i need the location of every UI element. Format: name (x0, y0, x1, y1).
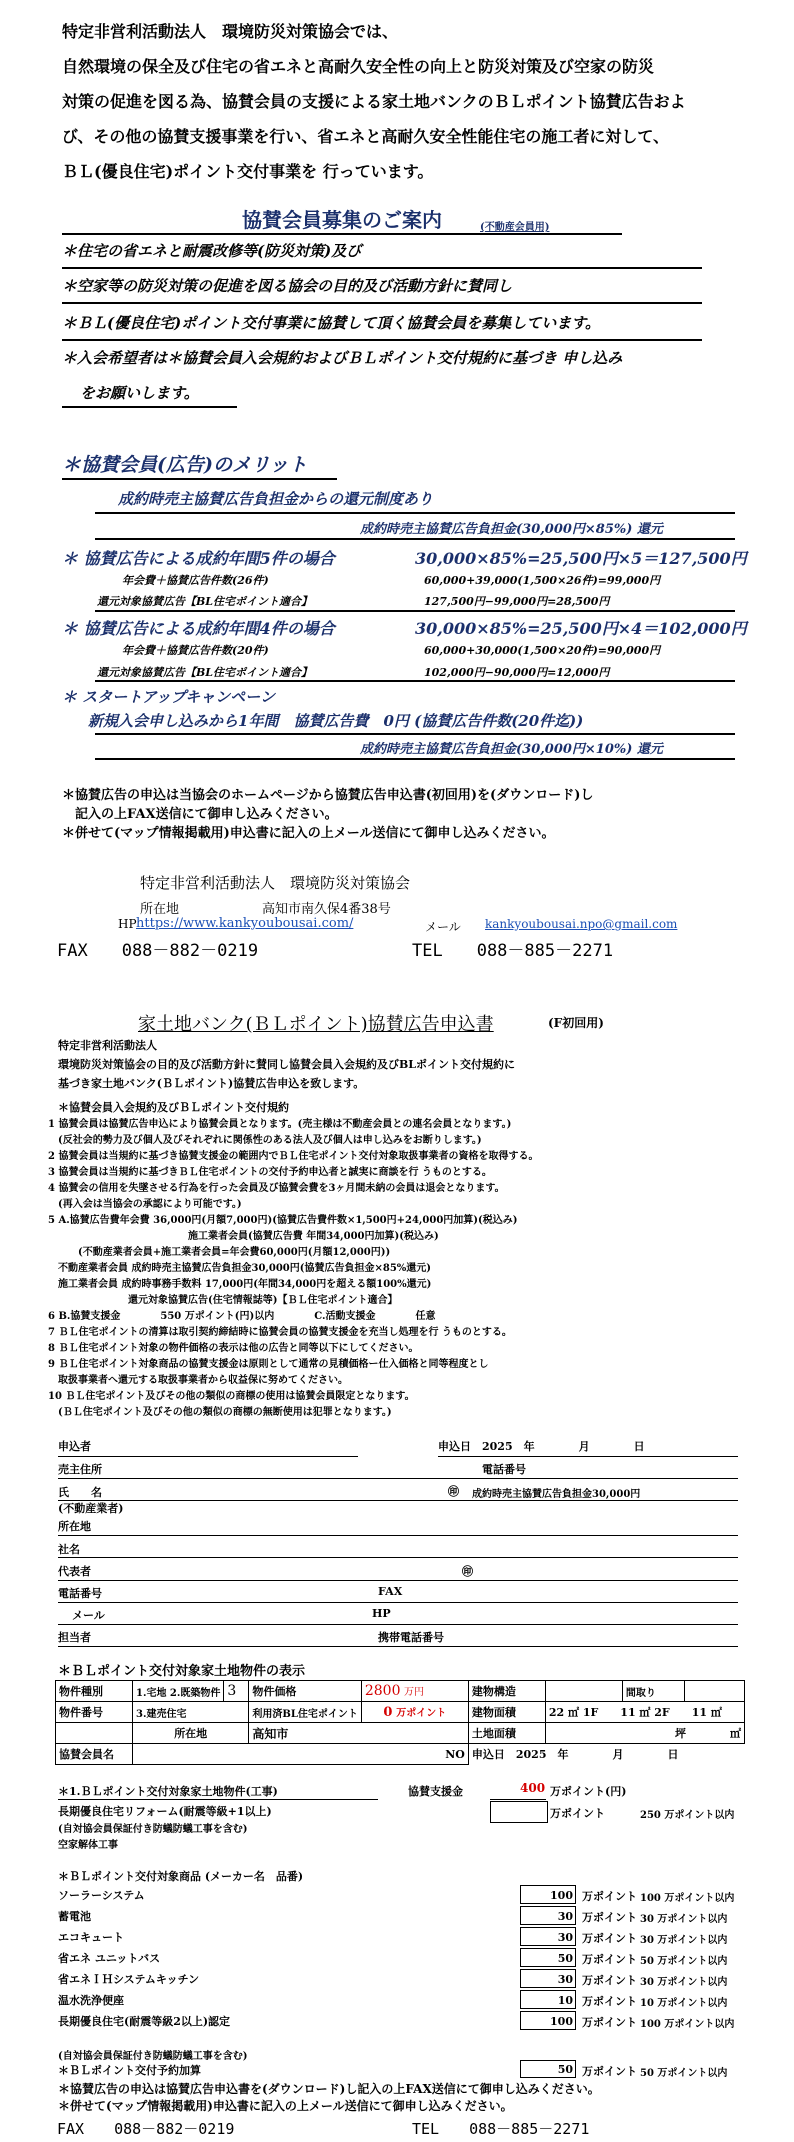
rule-line: 1 協賛会員は協賛広告申込により協賛会員となります。(売主様は不動産会員との連名会員となります。) (48, 1119, 512, 1130)
member-label: 協賛会員名 (56, 1744, 133, 1765)
applicant-label: 申込者 (58, 1440, 91, 1453)
reserve-label: ＊ＢＬポイント交付予約加算 (58, 2064, 201, 2077)
no-label: NO (445, 1747, 465, 1761)
land-label: 土地面積 (468, 1723, 545, 1744)
location-label: 所在地 (58, 1520, 91, 1533)
support-value[interactable]: 400 (520, 1781, 546, 1795)
case4-calc: 30,000×85%=25,500円×4＝102,000円 (415, 619, 747, 638)
table-row (56, 1702, 745, 1723)
representative-label: 代表者 (58, 1565, 91, 1578)
layout-field[interactable] (684, 1681, 744, 1702)
org-fax: FAX 088－882－0219 (57, 941, 259, 961)
reserve-unit: 万ポイント (582, 2065, 637, 2078)
product-limit: 10 万ポイント以内 (640, 1998, 728, 2009)
pno-label: 物件番号 (56, 1702, 133, 1723)
works-item: 空家解体工事 (58, 1840, 118, 1851)
rule-line: (反社会的勢力及び個人及びそれぞれに関係性のある法人及び個人は申し込みをお断りします。) (48, 1135, 482, 1146)
product-limit: 30 万ポイント以内 (640, 1914, 728, 1925)
product-value-input[interactable]: 30 (520, 1927, 576, 1946)
product-limit: 100 万ポイント以内 (640, 1893, 735, 1904)
rule-line: 8 ＢＬ住宅ポイント対象の物件価格の表示は他の広告と同等以下にしてください。 (48, 1343, 419, 1354)
reserve-input[interactable]: 50 (520, 2060, 576, 2078)
rule-line: 6 B.協賛支援金 550 万ポイント(円)以内 C.活動支援金 任意 (48, 1311, 436, 1322)
intro-line: 対策の促進を図る為、協賛会員の支援による家土地バンクのＢＬポイント協賛広告およ (62, 92, 686, 111)
org-tel: TEL 088－885－2271 (412, 941, 614, 961)
product-value-input[interactable]: 30 (520, 1906, 576, 1925)
product-name: 温水洗浄便座 (58, 1994, 124, 2007)
case5-ret-calc: 127,500円−99,000円=28,500円 (424, 595, 610, 608)
company-label: 社名 (58, 1543, 80, 1556)
layout-label: 間取り (622, 1681, 684, 1702)
form-lead-line: 特定非営利活動法人 (58, 1039, 157, 1052)
rule-line: 4 協賛会の信用を失墜させる行為を行った会員及び協賛会費を3ヶ月間未納の会員は退会となります。 (48, 1183, 505, 1194)
case5-fee-label: 年会費＋協賛広告件数(26件) (122, 574, 269, 587)
ptype-options: 1.宅地 2.既築物件 (133, 1681, 224, 1702)
case5-label: ＊ 協賛広告による成約年間5件の場合 (62, 549, 335, 568)
product-unit: 万ポイント (582, 1932, 637, 1945)
org-hp-label: HP (118, 917, 137, 931)
land-unit[interactable]: 坪 ㎡ (545, 1723, 744, 1744)
rule-line: (ＢＬ住宅ポイント及びその他の類似の商標の無断使用は犯罪となります。) (48, 1407, 392, 1418)
rule-line: 5 A.協賛広告費年会費 36,000円(月額7,000円)(協賛広告費件数×1,500円+24,000円加算)(税込み) (48, 1215, 518, 1226)
person-label: 担当者 (58, 1631, 91, 1644)
price-label: 物件価格 (249, 1681, 361, 1702)
intro-line: 特定非営利活動法人 環境防災対策協会では、 (62, 22, 399, 41)
used-points-value: 0 (383, 1705, 393, 1720)
footer-tel: TEL 088－885－2271 (412, 2120, 590, 2138)
works-item-sub: (自対協会員保証付き防蟻防蟻工事を含む) (58, 1824, 248, 1835)
rule-line: 7 ＢＬ住宅ポイントの清算は取引契約締結時に協賛会員の協賛支援金を充当し処理を行 うものとする。 (48, 1327, 512, 1338)
recruit-subtitle: (不動産会員用) (480, 222, 550, 233)
apply-note: ＊併せて(マップ情報掲載用)申込書に記入の上メール送信にて御申し込みください。 (62, 826, 555, 841)
hp-label: HP (372, 1607, 391, 1620)
recruit-item: ＊ＢＬ(優良住宅)ポイント交付事業に協賛して頂く協賛会員を募集しています。 (62, 314, 600, 332)
works-item: 長期優良住宅リフォーム(耐震等級+1以上) (58, 1805, 272, 1818)
org-addr-label: 所在地 (140, 902, 180, 917)
mobile-label: 携帯電話番号 (378, 1631, 444, 1644)
product-name: 蓄電池 (58, 1910, 91, 1923)
startup-title: ＊ スタートアップキャンペーン (62, 688, 275, 706)
startup-detail: 新規入会申し込みから1年間 協賛広告費 0円 (協賛広告件数(20件迄)) (88, 712, 584, 730)
reserve-limit: 50 万ポイント以内 (640, 2068, 728, 2079)
merit-note: 成約時売主協賛広告負担金(30,000円×10%) 還元 (360, 742, 663, 757)
product-unit: 万ポイント (582, 1995, 637, 2008)
org-addr: 高知市南久保4番38号 (262, 902, 391, 917)
apply-note: ＊協賛広告の申込は当協会のホームページから協賛広告申込書(初回用)を(ダウンロード)し (62, 788, 594, 803)
product-name: 長期優良住宅(耐震等級2以上)認定 (58, 2015, 231, 2028)
product-name: ソーラーシステム (58, 1889, 145, 1902)
ptype-value[interactable]: 3 (224, 1681, 249, 1702)
product-name: 省エネＩＨシステムキッチン (58, 1973, 200, 1986)
struct-field[interactable] (545, 1681, 622, 1702)
recruit-item: ＊入会希望者は＊協賛会員入会規約およびＢＬポイント交付規約に基づき 申し込み (62, 349, 623, 367)
product-value-input[interactable]: 30 (520, 1969, 576, 1988)
rule-line: 取扱事業者へ還元する取扱事業者から収益保に努めてください。 (48, 1375, 348, 1386)
footer-note: ＊併せて(マップ情報掲載用)申込書に記入の上メール送信にて御申し込みください。 (58, 2099, 513, 2113)
footer-fax: FAX 088－882－0219 (57, 2120, 235, 2138)
works-item-limit: 250 万ポイント以内 (640, 1810, 735, 1821)
support-label: 協賛支援金 (408, 1785, 463, 1798)
product-value-input[interactable]: 10 (520, 1990, 576, 2009)
merit-subtitle: 成約時売主協賛広告負担金からの還元制度あり (118, 490, 434, 508)
rule-line: 施工業者会員 成約時事務手数料 17,000円(年間34,000円を超える額100%還元) (48, 1279, 432, 1290)
recruit-item: ＊空家等の防災対策の促進を図る協会の目的及び活動方針に賛同し (62, 277, 513, 295)
product-name: エコキュート (58, 1931, 124, 1944)
merit-note: 成約時売主協賛広告負担金(30,000円×85%) 還元 (360, 522, 663, 537)
product-value-input[interactable]: 50 (520, 1948, 576, 1967)
case4-ret-calc: 102,000円−90,000円=12,000円 (424, 666, 610, 679)
rule-line: (不動産業者会員+施工業者会員=年会費60,000円(月額12,000円)) (48, 1247, 391, 1258)
rules-list (48, 1117, 538, 1421)
case5-calc: 30,000×85%=25,500円×5＝127,500円 (415, 549, 747, 568)
recruit-title: 協賛会員募集のご案内 (242, 208, 442, 232)
case4-ret-label: 還元対象協賛広告【BL住宅ポイント適合】 (97, 666, 313, 679)
pno-option: 3.建売住宅 (133, 1702, 249, 1723)
product-name: 省エネ ユニットバス (58, 1952, 161, 1965)
product-limit: 50 万ポイント以内 (640, 1956, 728, 1967)
case4-fee-calc: 60,000+30,000(1,500×20件)=90,000円 (424, 644, 661, 657)
product-value-input[interactable]: 100 (520, 1885, 576, 1904)
price-field[interactable] (361, 1681, 468, 1702)
ptype-label: 物件種別 (56, 1681, 133, 1702)
recruit-item: をお願いします。 (80, 384, 199, 402)
works-item-unit: 万ポイント (550, 1807, 605, 1820)
property-title: ＊ＢＬポイント交付対象家土地物件の表示 (58, 1664, 306, 1679)
product-limit: 30 万ポイント以内 (640, 1977, 728, 1988)
member-no[interactable] (133, 1744, 469, 1765)
table-row (56, 1744, 745, 1765)
table-row (56, 1681, 745, 1702)
product-limit: 100 万ポイント以内 (640, 2019, 735, 2030)
rule-line: 不動産業者会員 成約時売主協賛広告負担金30,000円(協賛広告負担金×85%還元) (48, 1263, 432, 1274)
rule-line: 9 ＢＬ住宅ポイント対象商品の協賛支援金は原則として通常の見積価格ー仕入価格と同等程度とし (48, 1359, 489, 1370)
intro-line: 自然環境の保全及び住宅の省エネと高耐久安全性の向上と防災対策及び空家の防災 (62, 57, 655, 76)
org-mail-label: メール (425, 920, 461, 934)
rule-line: 還元対象協賛広告(住宅情報誌等)【ＢＬ住宅ポイント適合】 (48, 1295, 398, 1306)
apply-note: 記入の上FAX送信にて御申し込みください。 (62, 807, 338, 822)
form-title: 家土地バンク(ＢＬポイント)協賛広告申込書 (138, 1014, 494, 1035)
products-title: ＊ＢＬポイント交付対象商品 (メーカー名 品番) (58, 1870, 304, 1883)
fax-label: FAX (378, 1585, 403, 1598)
price-unit: 万円 (404, 1687, 424, 1698)
name-label: 氏 名 (58, 1486, 102, 1499)
email-link[interactable]: kankyoubousai.npo@gmail.com (485, 917, 678, 931)
works-title: ＊1.ＢＬポイント交付対象家土地物件(工事) (58, 1785, 278, 1798)
mail-label: メール (72, 1609, 105, 1622)
rule-line: 2 協賛会員は当規約に基づき協賛支援金の範囲内でＢＬ住宅ポイント交付対象取扱事業者の資格を取得する。 (48, 1151, 539, 1162)
rule-line: 10 ＢＬ住宅ポイント及びその他の類似の商標の使用は協賛会員限定となります。 (48, 1391, 415, 1402)
homepage-link[interactable]: https://www.kankyoubousai.com/ (136, 916, 354, 931)
rule-line: 3 協賛会員は当規約に基づきＢＬ住宅ポイントの交付予約申込者と誠実に商談を行 うものとする。 (48, 1167, 492, 1178)
form-lead-line: 基づき家土地バンク(ＢＬポイント)協賛広告申込を致します。 (58, 1077, 365, 1090)
blank-cell (56, 1723, 133, 1744)
product-unit: 万ポイント (582, 1953, 637, 1966)
apply-notes (62, 786, 593, 843)
addr-label: 所在地 (133, 1723, 249, 1744)
case4-fee-label: 年会費＋協賛広告件数(20件) (122, 644, 269, 657)
merit-title: ＊協賛会員(広告)のメリット (62, 454, 308, 476)
area-value[interactable]: 22 ㎡ 1F 11 ㎡ 2F 11 ㎡ (545, 1702, 744, 1723)
long-sub: (自対協会員保証付き防蟻防蟻工事を含む) (58, 2051, 248, 2062)
realestate-label: (不動産業者) (58, 1502, 124, 1515)
price-value: 2800 (364, 1683, 401, 1699)
product-unit: 万ポイント (582, 1911, 637, 1924)
footer-note: ＊協賛広告の申込は協賛広告申込書を(ダウンロード)し記入の上FAX送信にて御申し込みください。 (58, 2082, 600, 2096)
property-table (55, 1680, 745, 1765)
product-value-input[interactable]: 100 (520, 2011, 576, 2030)
case4-label: ＊ 協賛広告による成約年間4件の場合 (62, 619, 335, 638)
used-points-label: 利用済BL住宅ポイント (249, 1702, 361, 1723)
intro-line: び、その他の協賛支援事業を行い、省エネと高耐久安全性能住宅の施工者に対して、 (62, 127, 670, 146)
product-unit: 万ポイント (582, 1890, 637, 1903)
intro-paragraph (62, 14, 686, 189)
case5-ret-label: 還元対象協賛広告【BL住宅ポイント適合】 (97, 595, 313, 608)
phone-label: 電話番号 (482, 1463, 526, 1476)
form-title-note: (F初回用) (548, 1016, 604, 1030)
used-points-unit: 万ポイント (396, 1708, 447, 1719)
intro-line: ＢＬ(優良住宅)ポイント交付事業を 行っています。 (62, 162, 434, 181)
struct-label: 建物構造 (468, 1681, 545, 1702)
seller-address-label: 売主住所 (58, 1463, 102, 1476)
refund-note: 成約時売主協賛広告負担金30,000円 (472, 1489, 641, 1500)
table-row (56, 1723, 745, 1744)
rule-line: (再入会は当協会の承認により可能です。) (48, 1199, 242, 1210)
tel-label: 電話番号 (58, 1587, 102, 1600)
product-unit: 万ポイント (582, 2016, 637, 2029)
org-name: 特定非営利活動法人 環境防災対策協会 (140, 874, 411, 892)
support-unit: 万ポイント(円) (550, 1785, 627, 1798)
works-item-input[interactable] (490, 1801, 548, 1823)
apply-date: 申込日 2025 年 月 日 (438, 1440, 645, 1453)
area-label: 建物面積 (468, 1702, 545, 1723)
footer-notes (58, 2081, 600, 2115)
rule-line: 施工業者会員(協賛広告費 年間34,000円加算)(税込み) (48, 1231, 439, 1242)
product-limit: 30 万ポイント以内 (640, 1935, 728, 1946)
used-points-field[interactable] (361, 1702, 468, 1723)
rules-title: ＊協賛会員入会規約及びＢＬポイント交付規約 (58, 1101, 289, 1114)
recruit-item: ＊住宅の省エネと耐震改修等(防災対策)及び (62, 242, 362, 260)
addr-value[interactable]: 高知市 (249, 1723, 468, 1744)
case5-fee-calc: 60,000+39,000(1,500×26件)=99,000円 (424, 574, 661, 587)
product-unit: 万ポイント (582, 1974, 637, 1987)
form-lead (58, 1036, 515, 1093)
date2: 申込日 2025 年 月 日 (471, 1748, 679, 1762)
form-lead-line: 環境防災対策協会の目的及び活動方針に賛同し協賛会員入会規約及びBLポイント交付規約に (58, 1058, 516, 1071)
seal-mark: ㊞ (448, 1485, 459, 1498)
seal-mark: ㊞ (462, 1565, 473, 1578)
